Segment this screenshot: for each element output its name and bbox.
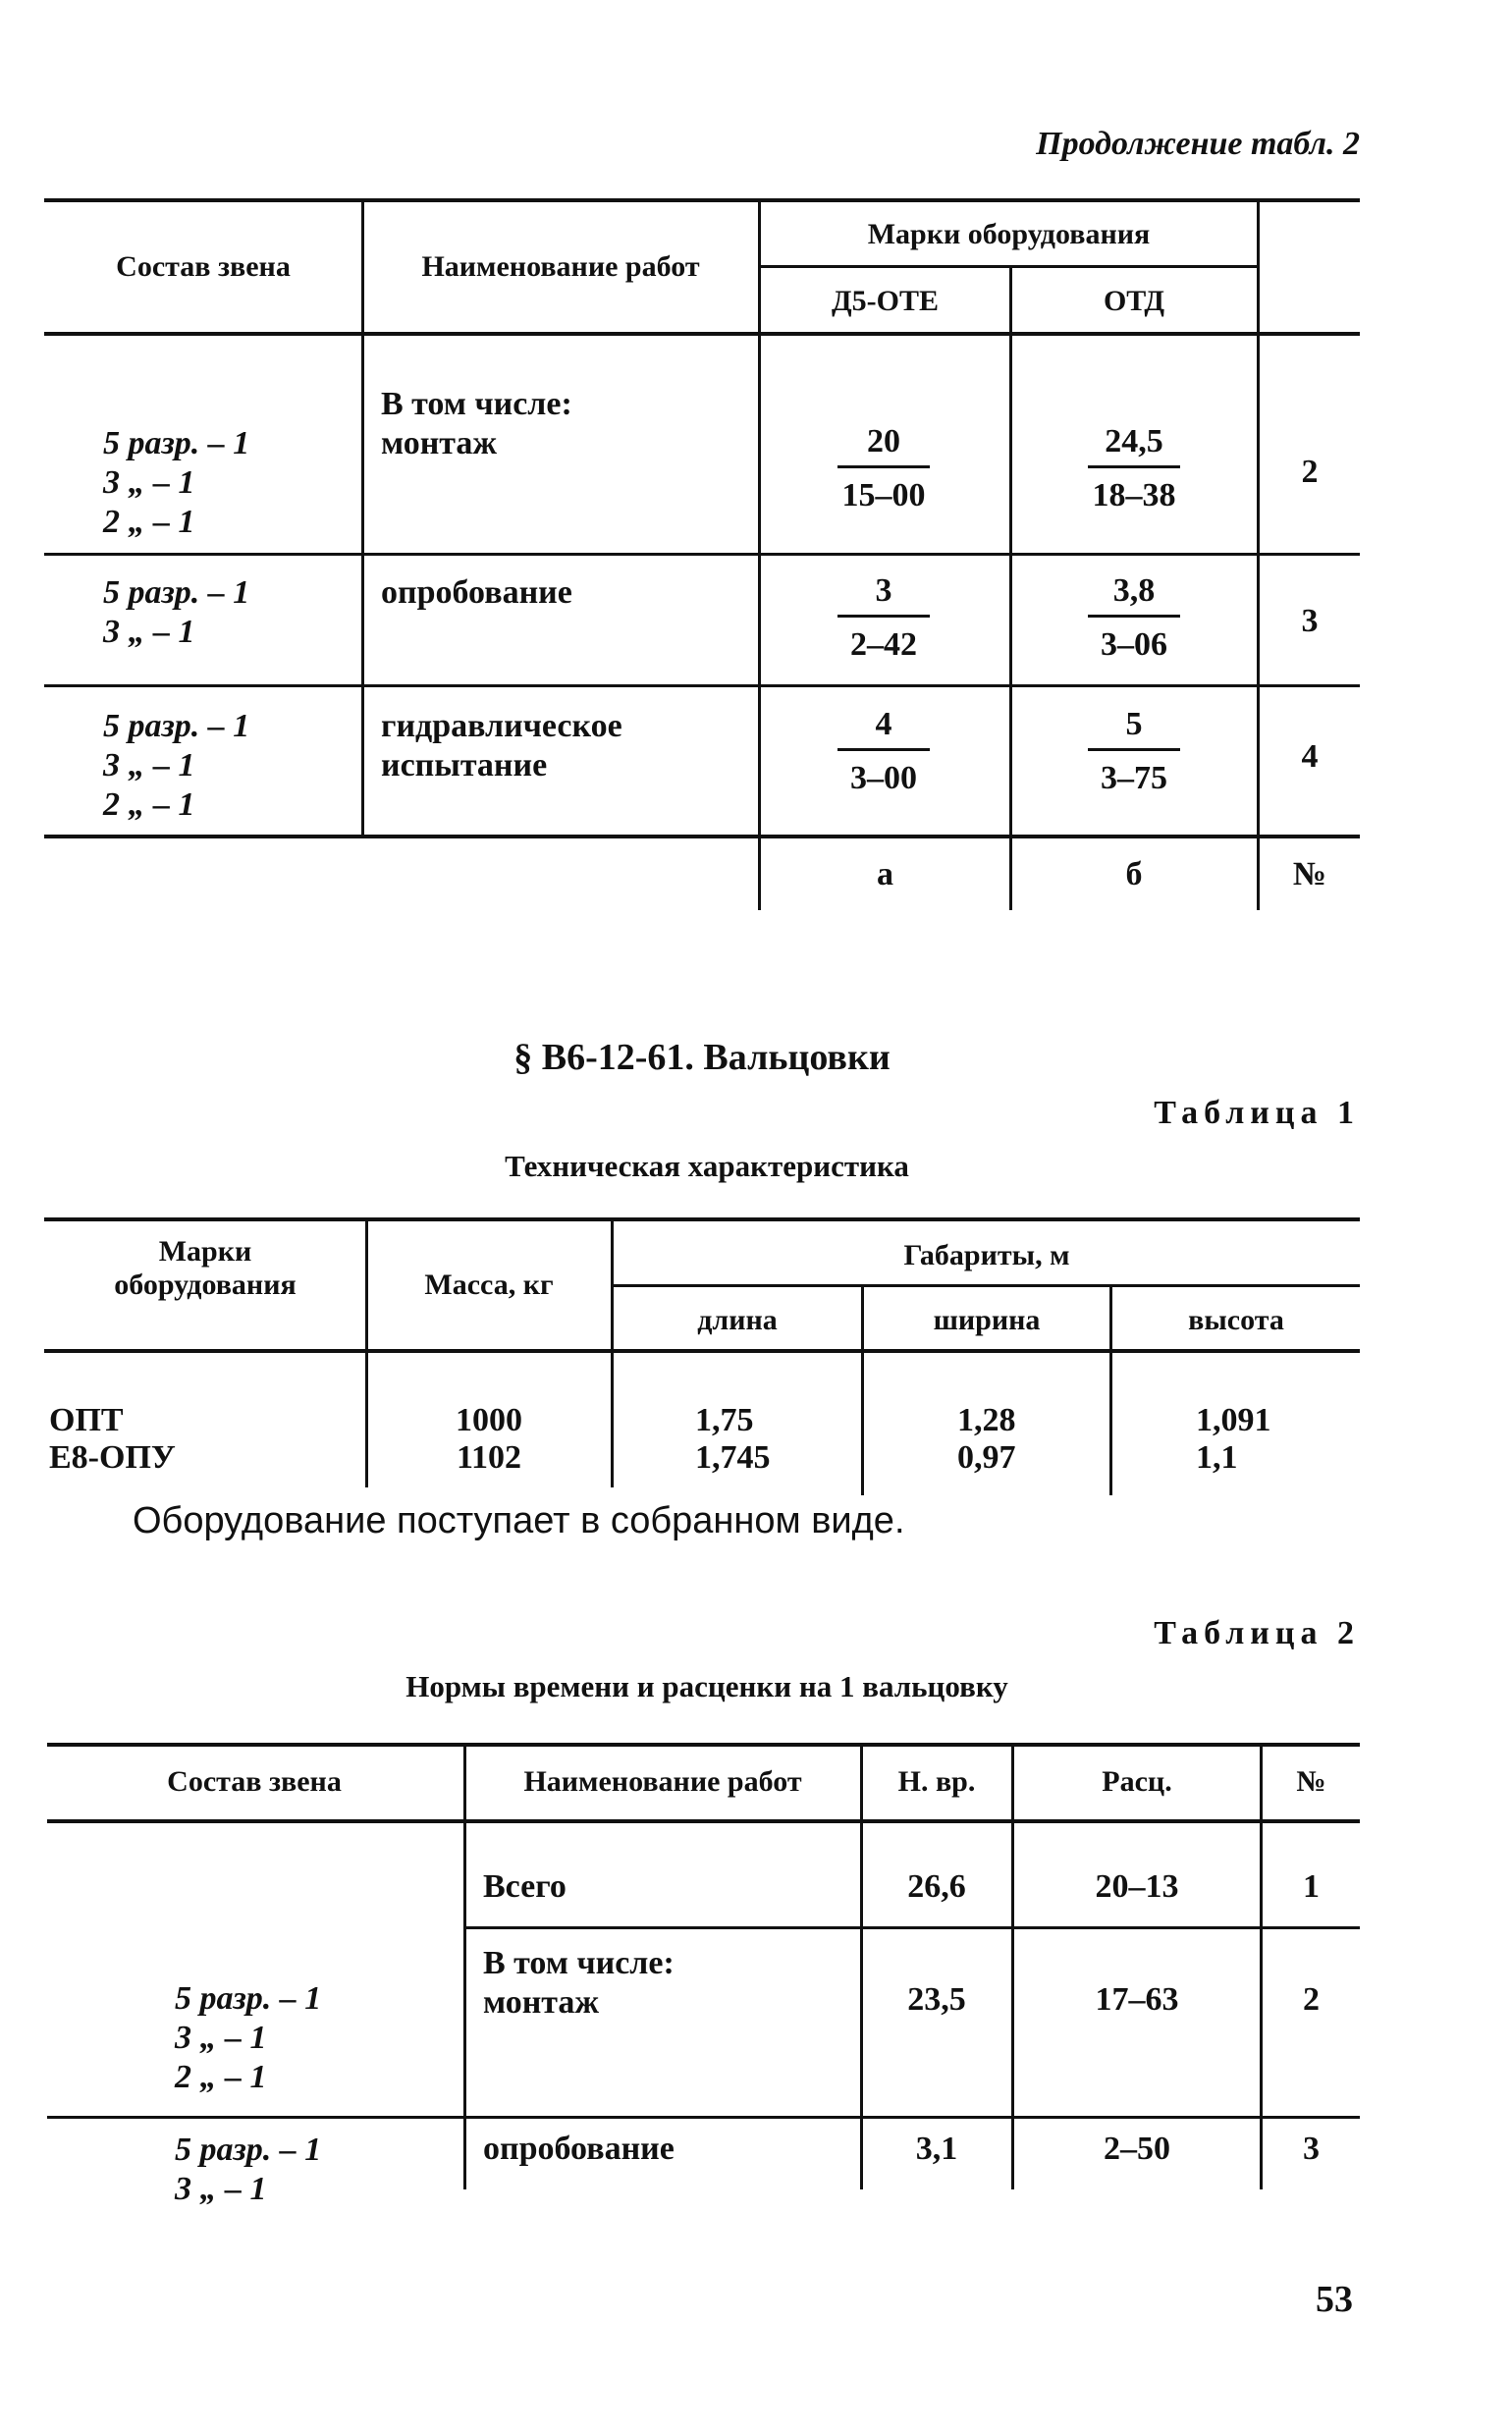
header-nvr: Н. вр.: [897, 1765, 976, 1798]
header-gabarity: Габариты, м: [903, 1239, 1070, 1271]
header-naim: Наименование работ: [421, 250, 700, 283]
width-value: 1,28: [957, 1402, 1016, 1438]
header-sostav: Состав звена: [167, 1765, 342, 1798]
row-number: 2: [1301, 454, 1319, 490]
header-shirina: ширина: [933, 1304, 1041, 1336]
equipment-name: ОПТ: [49, 1402, 124, 1438]
crew-composition: 5 разр. – 1 3 „ – 1 2 „ – 1: [103, 425, 250, 540]
rate-value: 2–50: [1104, 2131, 1170, 2167]
row-number: 3: [1301, 603, 1319, 639]
header-massa: Масса, кг: [424, 1269, 554, 1301]
length-value: 1,745: [695, 1439, 771, 1476]
height-value: 1,1: [1196, 1439, 1238, 1476]
equipment-name: Е8-ОПУ: [49, 1439, 176, 1476]
length-value: 1,75: [695, 1402, 754, 1438]
time-norm: 3,1: [915, 2131, 958, 2167]
mass-value: 1000: [456, 1402, 522, 1438]
row-number: 2: [1303, 1981, 1320, 2018]
header-sostav: Состав звена: [116, 250, 291, 283]
column-label-a: а: [877, 856, 893, 892]
crew-composition: 5 разр. – 1 3 „ – 1 2 „ – 1: [103, 708, 250, 823]
column-label-num: №: [1292, 856, 1327, 892]
row-number: 4: [1301, 738, 1319, 775]
rate-value: 20–13: [1095, 1868, 1179, 1905]
header-marki: Марки оборудования: [114, 1235, 297, 1301]
width-value: 0,97: [957, 1439, 1016, 1476]
column-label-b: б: [1125, 856, 1143, 892]
rate-value: 17–63: [1095, 1981, 1179, 2018]
value-otd-row3: 5 3–75: [1080, 703, 1188, 800]
table2-label: Таблица 2: [1154, 1615, 1360, 1651]
crew-composition: 5 разр. – 1 3 „ – 1 2 „ – 1: [175, 1980, 322, 2095]
header-otd: ОТД: [1103, 285, 1165, 317]
header-vysota: высота: [1188, 1304, 1284, 1336]
header-num: №: [1296, 1765, 1326, 1798]
crew-composition: 5 разр. – 1 3 „ – 1: [103, 574, 250, 650]
work-name: Всего: [483, 1868, 567, 1905]
mass-value: 1102: [456, 1439, 522, 1476]
table2-caption: Нормы времени и расценки на 1 вальцовку: [405, 1669, 1008, 1703]
work-name: В том числе: монтаж: [483, 1945, 675, 2021]
row-number: 3: [1303, 2131, 1320, 2167]
value-d5-row1: 20 15–00: [830, 420, 938, 517]
row-number: 1: [1303, 1868, 1320, 1905]
value-d5-row2: 3 2–42: [830, 569, 938, 667]
header-d5-ote: Д5-ОТЕ: [832, 285, 939, 317]
work-name: гидравлическое испытание: [381, 708, 622, 783]
header-rasc: Расц.: [1102, 1765, 1172, 1798]
header-naim: Наименование работ: [523, 1765, 802, 1798]
page-number: 53: [1316, 2279, 1353, 2320]
work-name: опробование: [483, 2131, 675, 2167]
work-name: В том числе: монтаж: [381, 386, 572, 461]
table1-label: Таблица 1: [1154, 1095, 1360, 1131]
height-value: 1,091: [1196, 1402, 1271, 1438]
value-otd-row1: 24,5 18–38: [1080, 420, 1188, 517]
header-marki: Марки оборудования: [867, 218, 1151, 250]
value-otd-row2: 3,8 3–06: [1080, 569, 1188, 667]
header-dlina: длина: [697, 1304, 778, 1336]
crew-composition: 5 разр. – 1 3 „ – 1: [175, 2132, 322, 2207]
continuation-label: Продолжение табл. 2: [1036, 126, 1360, 162]
time-norm: 26,6: [907, 1868, 966, 1905]
section-title: § В6-12-61. Вальцовки: [513, 1037, 891, 1078]
value-d5-row3: 4 3–00: [830, 703, 938, 800]
work-name: опробование: [381, 574, 572, 611]
note-text: Оборудование поступает в собранном виде.: [133, 1500, 905, 1541]
time-norm: 23,5: [907, 1981, 966, 2018]
table1-caption: Техническая характеристика: [505, 1149, 909, 1183]
